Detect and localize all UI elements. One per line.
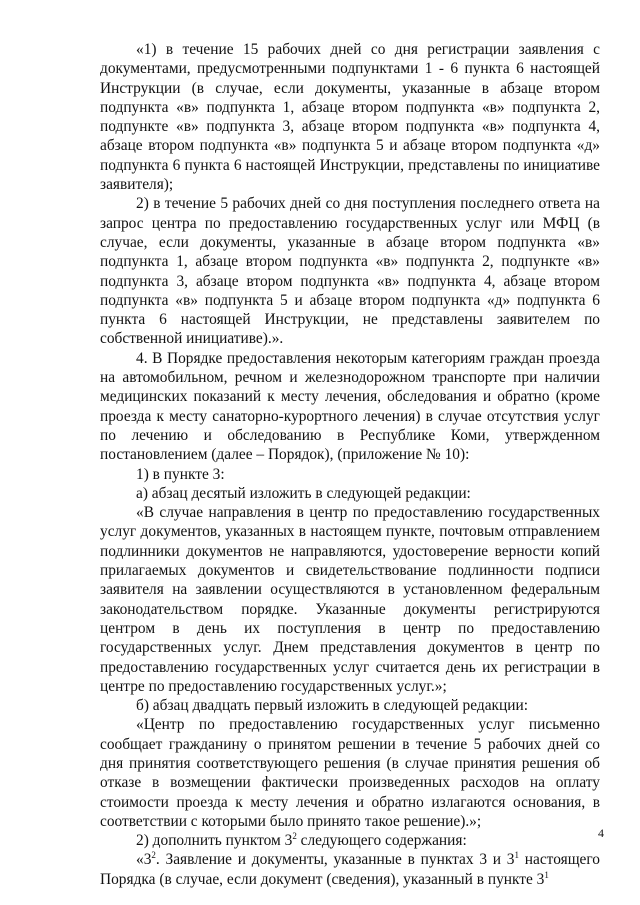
paragraph-10-text-c: настоящего Порядка (в случае, если документ (сведения), указанный в пункте 3: [100, 851, 600, 888]
paragraph-8: «Центр по предоставлению государственных услуг письменно сообщает гражданину о принятом решении в течение 5 рабочих дней со дня принятия соответствующего решения (в случае принятия решения об отказе в возмещении фактически произведенных расходов на оплату стоимости проезда к месту лечения и обратно излагаются основания, в соответствии с которыми было принято такое решение).»;: [100, 716, 600, 830]
paragraph-6: «В случае направления в центр по предоставлению государственных услуг документов, указанных в настоящем пункте, почтовым отправлением подлинники документов не направляются, удостоверение верности копий прилагаемых документов и свидетельствование подлинности подписи заявителя на заявлении осуществляются в установленном федеральным законодательством порядке. Указанные документы регистрируются центром в день их поступления в центр по предоставлению государственных услуг. Днем представления документов в центр по предоставлению государственных услуг считается день их регистрации в центре по предоставлению государственных услуг.»;: [100, 504, 600, 695]
superscript: 1: [514, 850, 520, 861]
paragraph-9: [100, 831, 600, 850]
page-number: 4: [598, 826, 604, 840]
paragraph-3: 4. В Порядке предоставления некоторым категориям граждан проезда на автомобильном, речном и железнодорожном транспорте при наличии медицинских показаний к месту лечения, обследования и обратно (кроме проезда к месту санаторно-курортного лечения) в случае отсутствия услуг по лечению и обследованию в Республике Коми, утвержденном постановлением (далее – Порядок), (приложение № 10):: [100, 349, 600, 464]
paragraph-4: 1) в пункте 3:: [136, 465, 225, 483]
superscript: 1: [544, 869, 549, 880]
paragraph-10-text-a: «3: [136, 851, 152, 869]
superscript: 2: [151, 850, 156, 861]
document-body: [100, 40, 600, 889]
paragraph-10: [100, 850, 600, 889]
paragraph-9-text-b: следующего содержания:: [296, 832, 467, 850]
paragraph-5: а) абзац десятый изложить в следующей редакции:: [136, 484, 471, 502]
paragraph-7: б) абзац двадцать первый изложить в следующей редакции:: [136, 697, 528, 715]
paragraph-2: 2) в течение 5 рабочих дней со дня поступления последнего ответа на запрос центра по предоставлению государственных услуг или МФЦ (в случае, если документы, указанные в абзаце втором подпункта «в» подпункта 1, абзаце втором подпункта «в» подпункта 2, подпункте «в» подпункта 3, абзаце втором подпункта «в» подпункта 4, абзаце втором подпункта «в» подпункта 5 и абзаце втором подпункта «д» подпункта 6 пункта 6 настоящей Инструкции, не представлены заявителем по собственной инициативе).».: [100, 195, 600, 348]
paragraph-9-text-a: 2) дополнить пунктом 3: [136, 832, 293, 850]
paragraph-1: «1) в течение 15 рабочих дней со дня регистрации заявления с документами, предусмотренными подпунктами 1 - 6 пункта 6 настоящей Инструкции (в случае, если документы, указанные в абзаце втором подпункта «в» подпункта 1, абзаце втором подпункта «в» подпункта 2, подпункте «в» подпункта 3, абзаце втором подпункта «в» подпункта 4, абзаце втором подпункта «в» подпункта 5 и абзаце втором подпункта «д» подпункта 6 пункта 6 настоящей Инструкции, представлены по инициативе заявителя);: [100, 41, 600, 194]
paragraph-10-text-b: . Заявление и документы, указанные в пунктах 3 и 3: [155, 851, 515, 869]
superscript: 2: [292, 831, 297, 842]
